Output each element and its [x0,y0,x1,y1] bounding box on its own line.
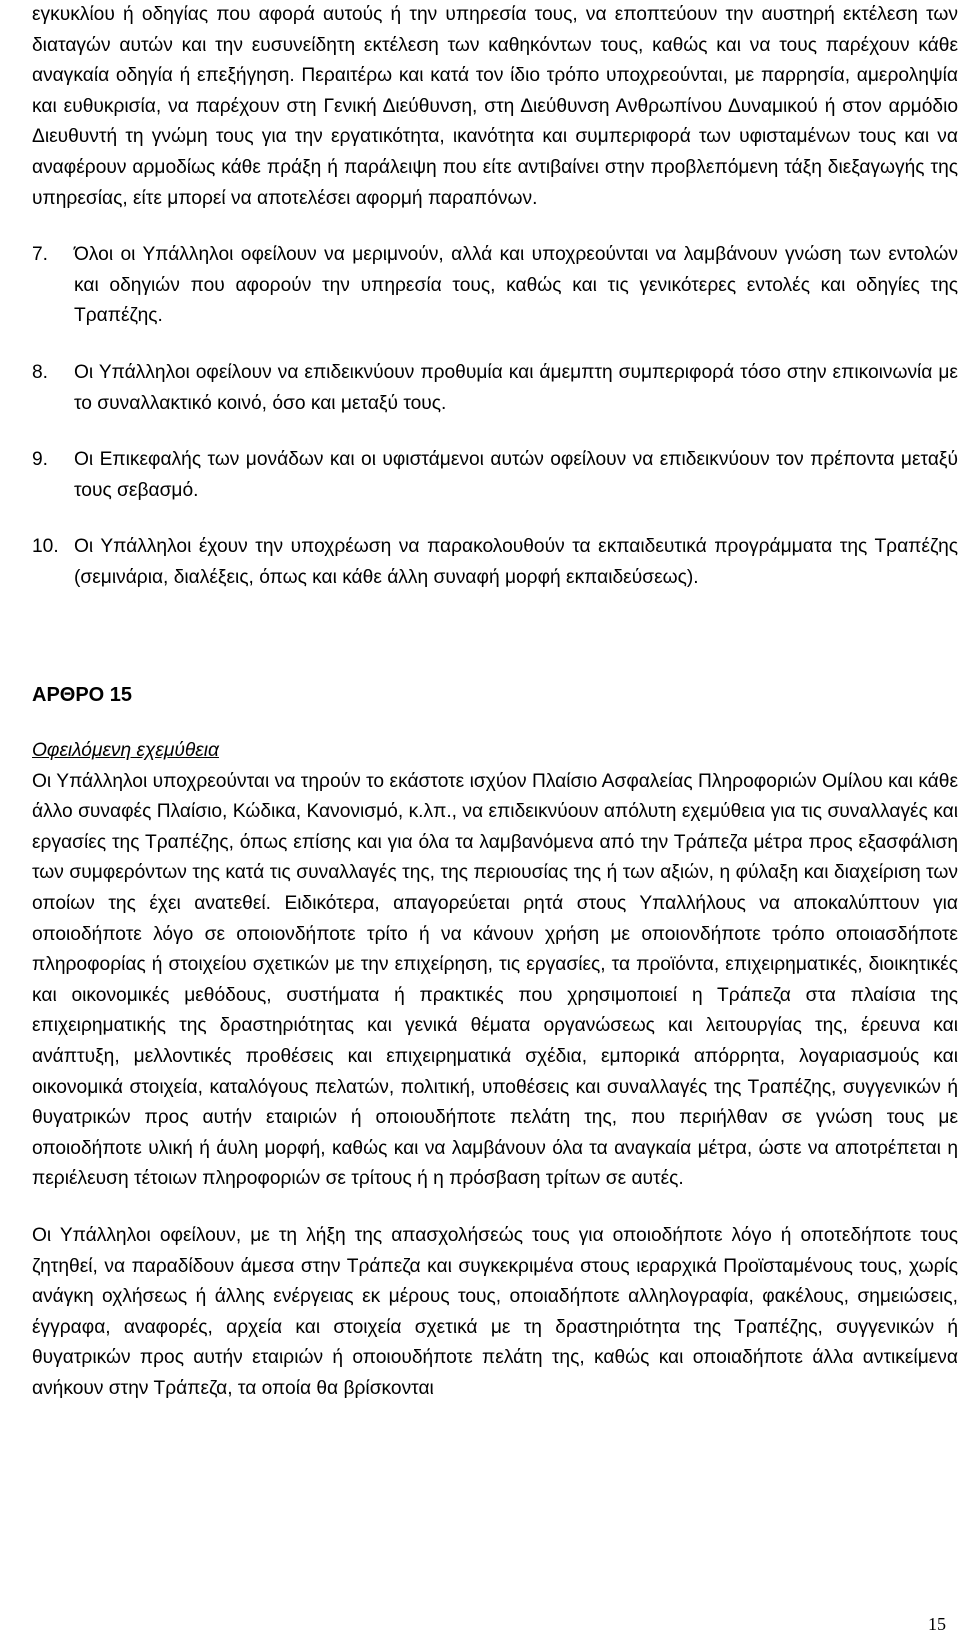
list-item-number: 7. [32,244,49,266]
list-item-number: 8. [32,361,49,383]
list-item-text: Όλοι οι Υπάλληλοι οφείλουν να μεριμνούν, αλλά και υποχρεούνται να λαμβάνουν γνώση των εντολών και οδηγιών που αφορούν την υπηρεσία τους, καθώς και τις γενικότερες εντολές και οδηγίες της Τραπέζης. [74,244,958,327]
article-paragraph-1: Οι Υπάλληλοι υποχρεούνται να τηρούν το εκάστοτε ισχύον Πλαίσιο Ασφαλείας Πληροφοριών Ομίλου και κάθε άλλο συναφές Πλαίσιο, Κώδικα, Κανονισμό, κ.λπ., να επιδεικνύουν απόλυτη εχεμύθεια για τις συναλλαγές και εργασίες της Τραπέζης, όπως επίσης και για όλα τα λαμβανόμενα από την Τράπεζα μέτρα προς εξασφάλιση των συμφερόντων της κατά τις συναλλαγές της, της περιουσίας της ή των αξιών, η φύλαξη και διαχείριση των οποίων της έχει ανατεθεί. Ειδικότερα, απαγορεύεται ρητά στους Υπαλλήλους να αποκαλύπτουν για οποιοδήποτε λόγο σε οποιονδήποτε τρίτο ή να κάνουν χρήση με οποιονδήποτε τρόπο οποιασδήποτε πληροφορίας ή στοιχείου σχετικών με την επιχείρηση, τις εργασίες, τα προϊόντα, επιχειρηματικές, διοικητικές και οικονομικές μεθόδους, συστήματα ή πρακτικές που χρησιμοποιεί η Τράπεζα στα πλαίσια της επιχειρηματικής της δραστηριότητας και γενικά θέματα οργανώσεως και λειτουργίας της, έρευνα και ανάπτυξη, μελλοντικές προθέσεις και επιχειρηματικά σχέδια, εμπορικά απόρρητα, λογαριασμούς και οικονομικά στοιχεία, καταλόγους πελατών, πολιτική, υποθέσεις και συναλλαγές της Τραπέζης, συγγενικών ή θυγατρικών προς αυτήν εταιριών ή οποιουδήποτε πελάτη της, που περιήλθαν σε γνώση τους με οποιοδήποτε υλική ή άυλη μορφή, καθώς και να λαμβάνουν όλα τα αναγκαία μέτρα, ώστε να αποτρέπεται η περιέλευση τέτοιων πληροφοριών σε τρίτους ή η πρόσβαση τρίτων σε αυτές. [32,770,958,1190]
list-item-7 [32,240,958,332]
page-number: 15 [928,1614,946,1634]
list-item-9 [32,445,958,506]
intro-paragraph: εγκυκλίου ή οδηγίας που αφορά αυτούς ή την υπηρεσία τους, να εποπτεύουν την αυστηρή εκτέλεση των διαταγών αυτών και την ευσυνείδητη εκτέλεση των καθηκόντων τους, καθώς και να τους παρέχουν κάθε αναγκαία οδηγία ή επεξήγηση. Περαιτέρω και κατά τον ίδιο τρόπο υποχρεούνται, με παρρησία, αμεροληψία και ευθυκρισία, να παρέχουν στη Γενική Διεύθυνση, στη Διεύθυνση Ανθρωπίνου Δυναμικού ή στον αρμόδιο Διευθυντή τη γνώμη τους για την εργατικότητα, ικανότητα και συμπεριφορά των υφισταμένων τους και να αναφέρουν αρμοδίως κάθε πράξη ή παράλειψη που είτε αντιβαίνει στην προβλεπόμενη τάξη διεξαγωγής της υπηρεσίας, είτε μπορεί να αποτελέσει αφορμή παραπόνων. [32,4,958,209]
article-subheading: Οφειλόμενη εχεμύθεια [32,740,219,762]
list-item-text: Οι Επικεφαλής των μονάδων και οι υφιστάμενοι αυτών οφείλουν να επιδεικνύουν τον πρέποντα μεταξύ τους σεβασμό. [74,449,958,501]
list-item-text: Οι Υπάλληλοι οφείλουν να επιδεικνύουν προθυμία και άμεμπτη συμπεριφορά τόσο στην επικοινωνία με το συναλλακτικό κοινό, όσο και μεταξύ τους. [74,361,958,414]
list-item-8 [32,358,958,419]
list-item-number: 10. [32,536,59,558]
list-item-10 [32,532,958,593]
article-paragraph-2: Οι Υπάλληλοι οφείλουν, με τη λήξη της απασχολήσεώς τους για οποιοδήποτε λόγο ή οποτεδήποτε τους ζητηθεί, να παραδίδουν άμεσα στην Τράπεζα και συγκεκριμένα στους ιεραρχικά Προϊσταμένους τους, χωρίς ανάγκη οχλήσεως ή άλλης ενέργειας εκ μέρους τους, οποιαδήποτε αλληλογραφία, φακέλους, σημειώσεις, έγγραφα, αναφορές, αρχεία και στοιχεία σχετικά με τη δραστηριότητα της Τραπέζης, συγγενικών ή θυγατρικών προς αυτήν εταιριών ή οποιουδήποτε πελάτη της, καθώς και οποιαδήποτε άλλα αντικείμενα ανήκουν στην Τράπεζα, τα οποία θα βρίσκονται [32,1225,958,1399]
document-body [32,0,958,1405]
article-heading: ΑΡΘΡΟ 15 [32,683,133,706]
list-item-number: 9. [32,449,49,471]
list-item-text: Οι Υπάλληλοι έχουν την υποχρέωση να παρακολουθούν τα εκπαιδευτικά προγράμματα της Τραπέζης (σεμινάρια, διαλέξεις, όπως και κάθε άλλη συναφή μορφή εκπαιδεύσεως). [74,536,958,588]
